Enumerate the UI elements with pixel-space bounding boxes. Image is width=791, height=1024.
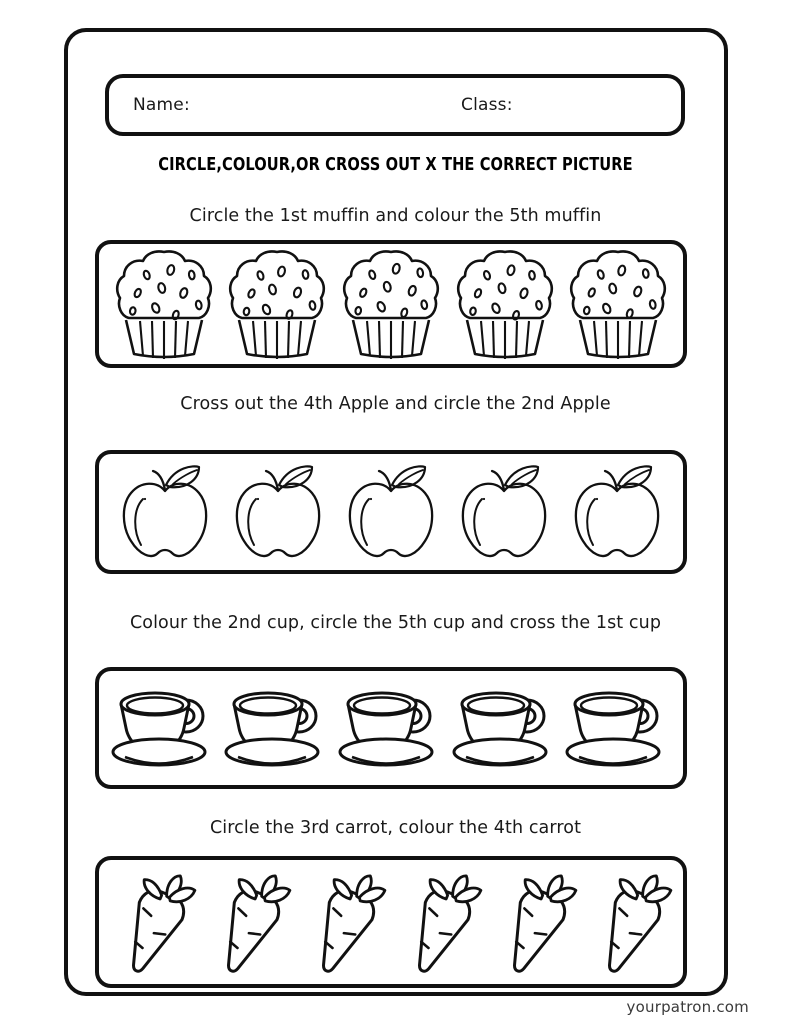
- class-label: Class:: [461, 95, 513, 115]
- instruction-cups: Colour the 2nd cup, circle the 5th cup and cross the 1st cup: [129, 613, 662, 633]
- student-info-box: [105, 74, 685, 136]
- muffin-item[interactable]: [112, 246, 216, 362]
- muffin-icon: [112, 246, 216, 362]
- carrot-item[interactable]: [397, 863, 481, 981]
- carrot-icon: [587, 863, 671, 981]
- item-row-apples: [95, 450, 687, 574]
- item-row-cups: [95, 667, 687, 789]
- instruction-muffins: Circle the 1st muffin and colour the 5th muffin: [189, 206, 602, 226]
- apple-item[interactable]: [113, 457, 217, 567]
- apple-icon: [565, 457, 669, 567]
- carrot-item[interactable]: [206, 863, 290, 981]
- cup-item[interactable]: [109, 682, 219, 774]
- instruction-apples: Cross out the 4th Apple and circle the 2nd Apple: [180, 394, 611, 414]
- carrot-icon: [111, 863, 195, 981]
- apple-item[interactable]: [226, 457, 330, 567]
- item-row-muffins: [95, 240, 687, 368]
- carrot-item[interactable]: [301, 863, 385, 981]
- muffin-item[interactable]: [225, 246, 329, 362]
- carrot-item[interactable]: [111, 863, 195, 981]
- muffin-icon: [566, 246, 670, 362]
- muffin-icon: [339, 246, 443, 362]
- cup-icon: [563, 682, 673, 774]
- muffin-icon: [453, 246, 557, 362]
- cup-item[interactable]: [336, 682, 446, 774]
- carrot-icon: [492, 863, 576, 981]
- apple-icon: [339, 457, 443, 567]
- carrot-icon: [301, 863, 385, 981]
- muffin-item[interactable]: [453, 246, 557, 362]
- cup-icon: [109, 682, 219, 774]
- apple-icon: [113, 457, 217, 567]
- cup-item[interactable]: [563, 682, 673, 774]
- carrot-item[interactable]: [587, 863, 671, 981]
- apple-item[interactable]: [452, 457, 556, 567]
- site-watermark: yourpatron.com: [626, 998, 749, 1016]
- carrot-icon: [206, 863, 290, 981]
- carrot-icon: [397, 863, 481, 981]
- muffin-icon: [225, 246, 329, 362]
- cup-item[interactable]: [222, 682, 332, 774]
- instruction-carrots: Circle the 3rd carrot, colour the 4th carrot: [209, 818, 582, 838]
- apple-icon: [452, 457, 556, 567]
- worksheet-title: CIRCLE,COLOUR,OR CROSS OUT X THE CORRECT PICTURE: [158, 155, 633, 175]
- cup-item[interactable]: [450, 682, 560, 774]
- muffin-item[interactable]: [566, 246, 670, 362]
- cup-icon: [222, 682, 332, 774]
- item-row-carrots: [95, 856, 687, 988]
- name-label: Name:: [133, 95, 190, 115]
- apple-icon: [226, 457, 330, 567]
- cup-icon: [450, 682, 560, 774]
- cup-icon: [336, 682, 446, 774]
- apple-item[interactable]: [565, 457, 669, 567]
- apple-item[interactable]: [339, 457, 443, 567]
- carrot-item[interactable]: [492, 863, 576, 981]
- muffin-item[interactable]: [339, 246, 443, 362]
